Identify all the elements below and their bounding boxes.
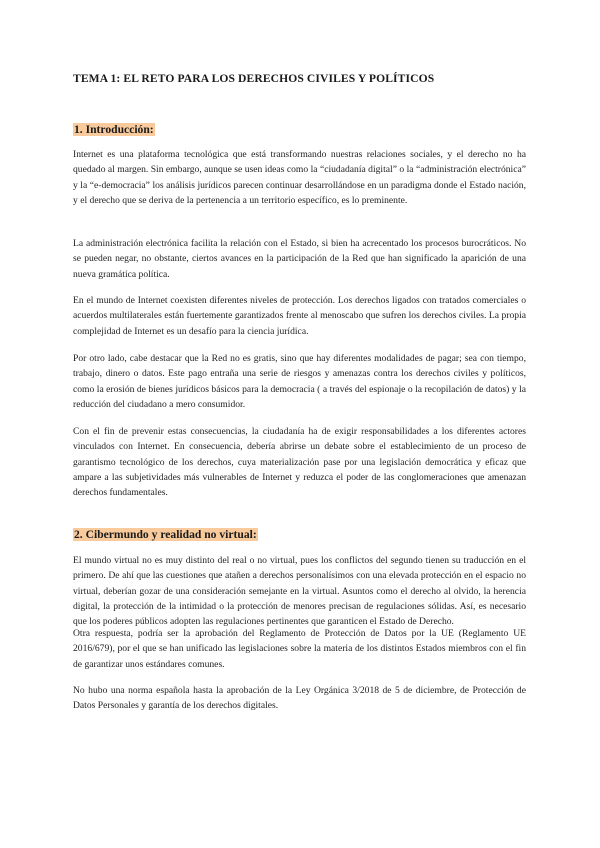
document-title: TEMA 1: EL RETO PARA LOS DERECHOS CIVILES Y POLÍTICOS — [73, 72, 435, 85]
paragraph: Con el fin de prevenir estas consecuencias, la ciudadanía ha de exigir responsabilidades a los diferentes actores vinculados con Internet. En consecuencia, debería abrirse un debate sobre el establecimiento de un proceso de garantismo tecnológico de los derechos, cuya materialización pase por una legislación democrática y eficaz que ampare a las subjetividades más vulnerables de Internet y reduzca el poder de las conglomeraciones que amenazan derechos fundamentales. — [73, 426, 526, 499]
heading-highlight: 2. Cibermundo y realidad no virtual: — [74, 528, 257, 541]
paragraph: Internet es una plataforma tecnológica que está transformando nuestras relaciones sociales, y el derecho no ha quedado al margen. Sin embargo, aunque se usen ideas como la “ciudadanía digital” o la “administración electrónica” y la “e-democracia” los análisis jurídicos parecen continuar desarrollándose en un paradigma donde el Estado nación, y el derecho que se deriva de la pertenencia a un territorio específico, es lo preminente. — [73, 149, 526, 206]
paragraph: Otra respuesta, podría ser la aprobación del Reglamento de Protección de Datos por la UE (Reglamento UE 2016/679), por el que se han unificado las legislaciones sobre la materia de los distintos Estados miembros con el fin de garantizar unos estándares comunes. — [73, 628, 526, 670]
paragraph: El mundo virtual no es muy distinto del real o no virtual, pues los conflictos del segundo tienen su traducción en el primero. De ahí que las cuestiones que atañen a derechos personalísimos con una elevada protección en el espacio no virtual, deberían gozar de una consideración semejante en la virtual. Asuntos como el derecho al olvido, la herencia digital, la protección de la intimidad o la protección de menores precisan de regulaciones sólidas. Así, es necesario que los poderes públicos adopten las regulaciones pertinentes que garanticen el Estado de Derecho. — [73, 555, 526, 628]
section-heading-cibermundo — [73, 528, 258, 541]
heading-highlight: 1. Introducción: — [74, 123, 154, 136]
section-heading-introduccion — [73, 123, 155, 136]
paragraph: La administración electrónica facilita la relación con el Estado, si bien ha acrecentado los procesos burocráticos. No se pueden negar, no obstante, ciertos avances en la participación de la Red que han significado la aparición de una nueva gramática política. — [73, 238, 526, 280]
paragraph: Por otro lado, cabe destacar que la Red no es gratis, sino que hay diferentes modalidades de pagar; sea con tiempo, trabajo, dinero o datos. Este pago entraña una serie de riesgos y amenazas contra los derechos civiles y políticos, como la erosión de bienes jurídicos básicos para la democracia ( a través del espionaje o la recopilación de datos) y la reducción del ciudadano a mero consumidor. — [73, 353, 526, 410]
paragraph: No hubo una norma española hasta la aprobación de la Ley Orgánica 3/2018 de 5 de diciembre, de Protección de Datos Personales y garantía de los derechos digitales. — [73, 685, 526, 712]
paragraph: En el mundo de Internet coexisten diferentes niveles de protección. Los derechos ligados con tratados comerciales o acuerdos multilaterales están fuertemente garantizados frente al menoscabo que sufren los derechos civiles. La propia complejidad de Internet es un desafío para la ciencia jurídica. — [73, 295, 526, 337]
